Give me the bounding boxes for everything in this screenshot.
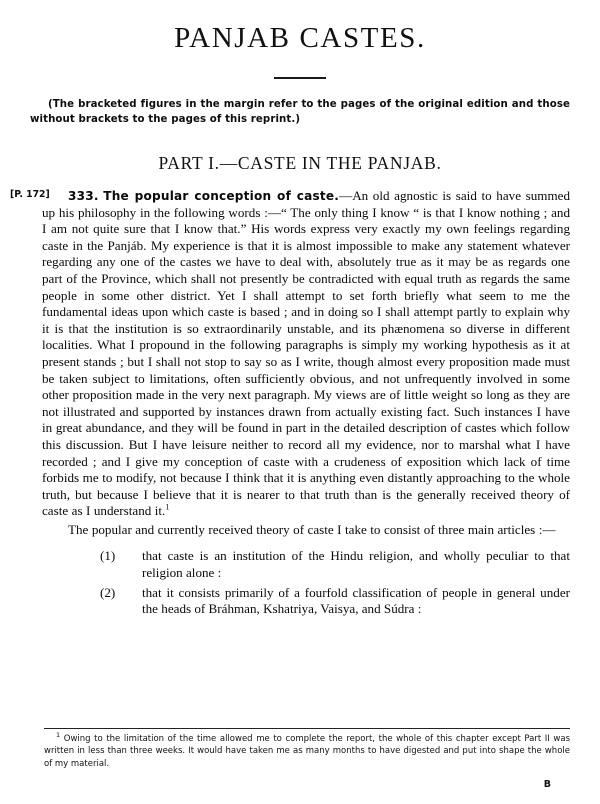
document-page <box>0 22 600 804</box>
footnote-body: Owing to the limitation of the time allowed me to complete the report, the whole of this chapter except Part II was written in less than three weeks. It would have taken me as many months to have digested and put into shape the whole of my material. <box>44 734 571 769</box>
list-item-text: that caste is an institution of the Hindu religion, and wholly peculiar to that religion alone : <box>142 548 570 581</box>
footnote-text <box>44 733 570 770</box>
section-number: 333. <box>68 189 99 203</box>
section-heading-inline: The popular conception of caste. <box>103 189 340 203</box>
body-text-block <box>10 188 570 538</box>
title-divider <box>274 77 326 79</box>
footnote-area <box>0 728 600 770</box>
list-item-number: (2) <box>100 584 116 600</box>
list-item-text: that it consists primarily of a fourfold classification of people in general under the heads of Bráhman, Kshatriya, Vaisya, and Súdra : <box>142 584 570 617</box>
list-item <box>42 585 570 618</box>
articles-list <box>42 548 570 617</box>
signature-mark: B <box>543 779 551 790</box>
footnote-marker: 1 <box>56 731 61 740</box>
footnote-reference-marker: 1 <box>165 502 170 512</box>
list-item <box>42 548 570 581</box>
part-heading: PART I.—CASTE IN THE PANJAB. <box>158 153 442 173</box>
page-title: PANJAB CASTES. <box>174 22 426 54</box>
section-paragraph-333 <box>42 188 570 520</box>
section-body-text: —An old agnostic is said to have summed up his philosophy in the following words :—“ The only thing I know “ is that I know nothing ; and I am not quite sure that I know that.” His words express very exactly my own feelings regarding caste in the Panjáb. My experience is that it is almost impossible to make any statement whatever regarding any one of the castes we have to deal with, absolutely true as it may be as regards one part of the Province, which shall not presently be contradicted with equal truth as regards the same people in some other district. Yet I shall attempt to set forth briefly what seem to me the fundamental ideas upon which caste is based ; and in doing so I shall attempt partly to explain why it is that the institution is so extraordinarily unstable, and its phænomena so diverse in different localities. What I propound in the following paragraphs is simply my working hypothesis as it at present stands ; but I shall not stop to say so as I write, though almost every proposition made must be taken subject to limitations, often sufficiently obvious, and not unfrequently involved in some other proposition made in the very next paragraph. My views are of little weight so long as they are not illustrated and supported by instances drawn from actually existing fact. Such instances I have in great abundance, and they will be found in part in the detailed description of castes which follow this discussion. But I have leisure neither to record all my evidence, nor to marshal what I have recorded ; and I give my conception of caste with a crudeness of exposition which lack of time forbids me to modify, not because I think that it is anything even distantly approaching to the whole truth, but because I believe that it is nearer to that truth than is the generally received theory of caste as I understand it. <box>42 188 570 519</box>
theory-intro-paragraph: The popular and currently received theory of caste I take to consist of three main articles :— <box>68 521 556 537</box>
footnote-divider <box>44 728 570 729</box>
bracketed-figures-note: (The bracketed figures in the margin refer to the pages of the original edition and those without brackets to the pages of this reprint.) <box>30 99 570 125</box>
margin-page-reference: [P. 172] <box>10 189 50 200</box>
list-item-number: (1) <box>100 548 116 564</box>
